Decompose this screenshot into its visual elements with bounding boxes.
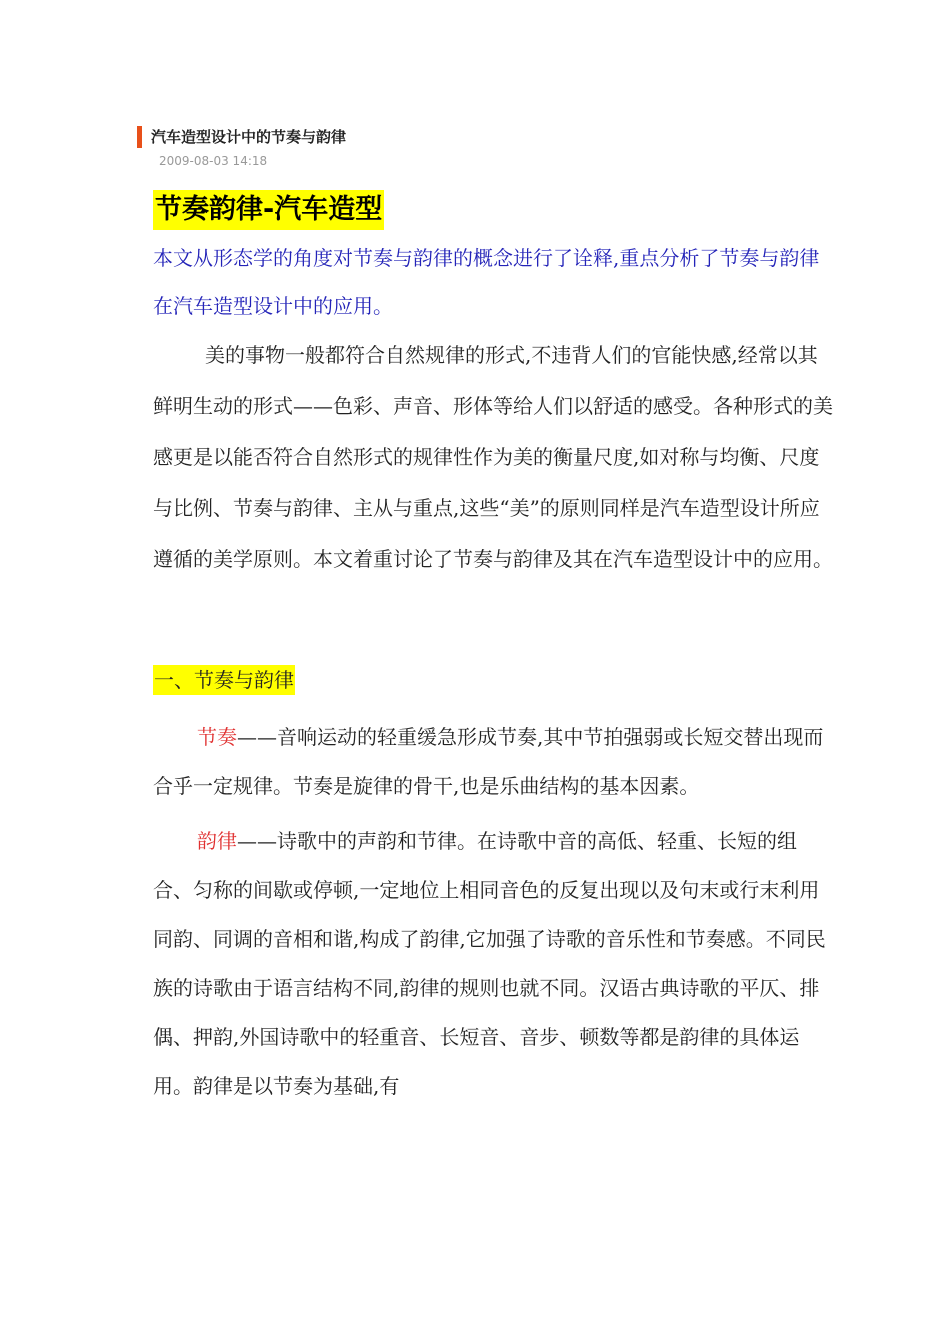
rhythm-definition: ——音响运动的轻重缓急形成节奏,其中节拍强弱或长短交替出现而合乎一定规律。节奏是旋律的骨干,也是乐曲结构的基本因素。 <box>153 725 824 798</box>
post-date: 2009-08-03 14:18 <box>159 154 268 168</box>
paragraph-1: 美的事物一般都符合自然规律的形式,不违背人们的官能快感,经常以其鲜明生动的形式——色彩、声音、形体等给人们以舒适的感受。各种形式的美感更是以能否符合自然形式的规律性作为美的衡量尺度,如对称与均衡、尺度与比例、节奏与韵律、主从与重点,这些“美”的原则同样是汽车造型设计所应遵循的美学原则。本文着重讨论了节奏与韵律及其在汽车造型设计中的应用。 <box>153 343 833 571</box>
article-body <box>153 190 833 1111</box>
post-title[interactable]: 汽车造型设计中的节奏与韵律 <box>151 128 347 146</box>
rhythm-term: 节奏 <box>197 725 237 749</box>
section-heading-1: 一、节奏与韵律 <box>153 665 295 695</box>
prosody-definition: ——诗歌中的声韵和节律。在诗歌中音的高低、轻重、长短的组合、匀称的间歇或停顿,一定地位上相同音色的反复出现以及句末或行末利用同韵、同调的音相和谐,构成了韵律,它加强了诗歌的音乐性和节奏感。不同民族的诗歌由于语言结构不同,韵律的规则也就不同。汉语古典诗歌的平仄、排偶、押韵,外国诗歌中的轻重音、长短音、音步、顿数等都是韵律的具体运用。韵律是以节奏为基础,有 <box>153 829 826 1098</box>
article-intro: 本文从形态学的角度对节奏与韵律的概念进行了诠释,重点分析了节奏与韵律在汽车造型设计中的应用。 <box>153 246 820 318</box>
prosody-term: 韵律 <box>197 829 237 853</box>
paragraph-prosody <box>153 817 833 1111</box>
paragraph-rhythm <box>153 713 833 811</box>
title-accent-bar <box>137 126 142 148</box>
article-heading: 节奏韵律-汽车造型 <box>153 190 384 230</box>
